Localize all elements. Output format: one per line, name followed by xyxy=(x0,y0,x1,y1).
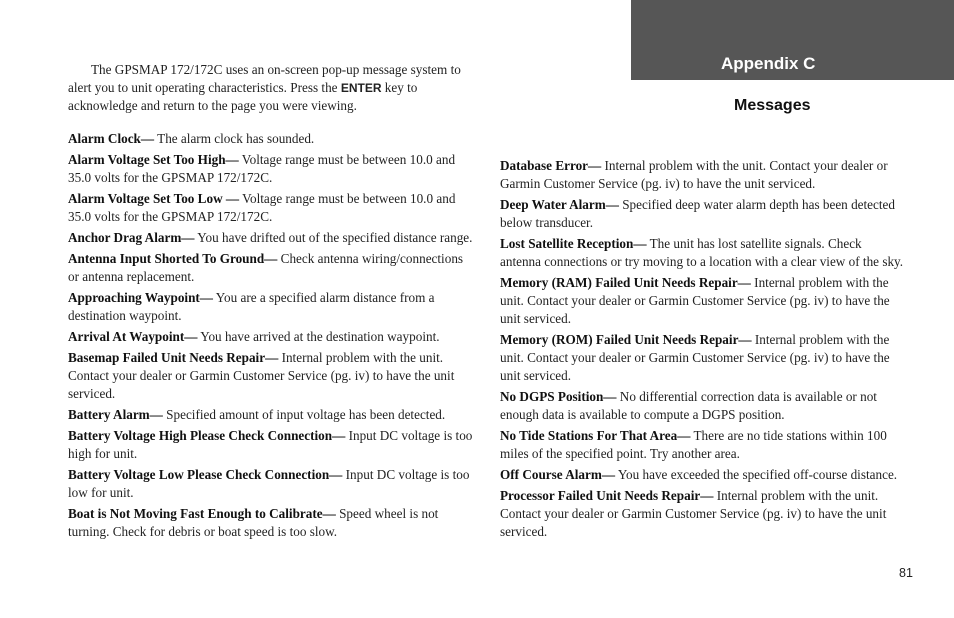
message-entry xyxy=(68,505,473,541)
message-description: Specified amount of input voltage has been detected. xyxy=(162,407,446,422)
enter-key-label: ENTER xyxy=(340,81,382,95)
message-term: Deep Water Alarm— xyxy=(500,197,619,212)
message-entry xyxy=(500,427,905,463)
message-description: No differential correction data is available or not enough data is available to compute a DGPS position. xyxy=(500,389,877,422)
message-description: Input DC voltage is too high for unit. xyxy=(68,428,473,461)
message-entry xyxy=(68,289,473,325)
message-entry xyxy=(68,427,473,463)
message-entry xyxy=(68,130,473,148)
message-entry xyxy=(500,157,905,193)
message-description: Voltage range must be between 10.0 and 35.0 volts for the GPSMAP 172/172C. xyxy=(68,152,456,185)
message-description: Internal problem with the unit. Contact your dealer or Garmin Customer Service (pg. iv) to have the unit serviced. xyxy=(500,488,887,539)
intro-text-before: The GPSMAP 172/172C uses an on-screen pop-up message system to alert you to unit operating characteristics. Press the xyxy=(68,62,461,95)
message-entry xyxy=(500,274,905,328)
left-message-list xyxy=(68,130,473,541)
message-description: Internal problem with the unit. Contact your dealer or Garmin Customer Service (pg. iv) to have the unit serviced. xyxy=(68,350,455,401)
message-term: Approaching Waypoint— xyxy=(68,290,213,305)
message-description: You have exceeded the specified off-course distance. xyxy=(615,467,898,482)
section-title: Messages xyxy=(734,97,811,114)
right-column xyxy=(500,157,905,544)
message-description: You are a specified alarm distance from a destination waypoint. xyxy=(68,290,435,323)
message-term: Battery Voltage Low Please Check Connection— xyxy=(68,467,343,482)
message-description: The unit has lost satellite signals. Check antenna connections or try moving to a location with a clear view of the sky. xyxy=(500,236,904,269)
message-description: Internal problem with the unit. Contact your dealer or Garmin Customer Service (pg. iv) to have the unit serviced. xyxy=(500,332,890,383)
message-term: Processor Failed Unit Needs Repair— xyxy=(500,488,714,503)
message-term: Antenna Input Shorted To Ground— xyxy=(68,251,278,266)
message-description: Internal problem with the unit. Contact your dealer or Garmin Customer Service (pg. iv) to have the unit serviced. xyxy=(500,158,888,191)
message-entry xyxy=(68,328,473,346)
message-description: Check antenna wiring/connections or antenna replacement. xyxy=(68,251,464,284)
message-description: You have drifted out of the specified distance range. xyxy=(194,230,473,245)
message-entry xyxy=(68,406,473,424)
message-term: Off Course Alarm— xyxy=(500,467,616,482)
message-term: Memory (ROM) Failed Unit Needs Repair— xyxy=(500,332,752,347)
message-entry xyxy=(68,250,473,286)
message-term: Memory (RAM) Failed Unit Needs Repair— xyxy=(500,275,751,290)
message-term: Arrival At Waypoint— xyxy=(68,329,198,344)
message-description: Voltage range must be between 10.0 and 35.0 volts for the GPSMAP 172/172C. xyxy=(68,191,456,224)
appendix-title: Appendix C xyxy=(721,54,816,73)
message-term: Basemap Failed Unit Needs Repair— xyxy=(68,350,279,365)
message-entry xyxy=(500,487,905,541)
message-entry xyxy=(68,349,473,403)
message-term: Boat is Not Moving Fast Enough to Calibrate— xyxy=(68,506,336,521)
message-entry xyxy=(500,196,905,232)
message-term: Database Error— xyxy=(500,158,602,173)
appendix-tab xyxy=(631,0,954,80)
message-term: Alarm Clock— xyxy=(68,131,155,146)
message-term: Battery Voltage High Please Check Connection— xyxy=(68,428,346,443)
message-term: Lost Satellite Reception— xyxy=(500,236,647,251)
intro-text-after: key to acknowledge and return to the page you were viewing. xyxy=(68,80,418,113)
message-entry xyxy=(68,466,473,502)
message-description: There are no tide stations within 100 miles of the specified point. Try another area. xyxy=(500,428,887,461)
message-description: Internal problem with the unit. Contact your dealer or Garmin Customer Service (pg. iv) to have the unit serviced. xyxy=(500,275,890,326)
right-message-list xyxy=(500,157,905,541)
message-term: Alarm Voltage Set Too High— xyxy=(68,152,239,167)
message-entry xyxy=(68,151,473,187)
intro-paragraph xyxy=(68,61,473,115)
left-column xyxy=(68,61,473,544)
message-description: The alarm clock has sounded. xyxy=(154,131,315,146)
message-term: Alarm Voltage Set Too Low — xyxy=(68,191,240,206)
message-term: No Tide Stations For That Area— xyxy=(500,428,691,443)
message-term: Anchor Drag Alarm— xyxy=(68,230,195,245)
message-term: No DGPS Position— xyxy=(500,389,617,404)
message-description: You have arrived at the destination waypoint. xyxy=(197,329,440,344)
message-term: Battery Alarm— xyxy=(68,407,163,422)
message-entry xyxy=(68,190,473,226)
message-description: Input DC voltage is too low for unit. xyxy=(68,467,470,500)
message-entry xyxy=(500,331,905,385)
message-entry xyxy=(68,229,473,247)
message-entry xyxy=(500,235,905,271)
message-entry xyxy=(500,466,905,484)
message-entry xyxy=(500,388,905,424)
page-number: 81 xyxy=(899,566,913,580)
message-description: Speed wheel is not turning. Check for debris or boat speed is too slow. xyxy=(68,506,439,539)
message-description: Specified deep water alarm depth has been detected below transducer. xyxy=(500,197,895,230)
